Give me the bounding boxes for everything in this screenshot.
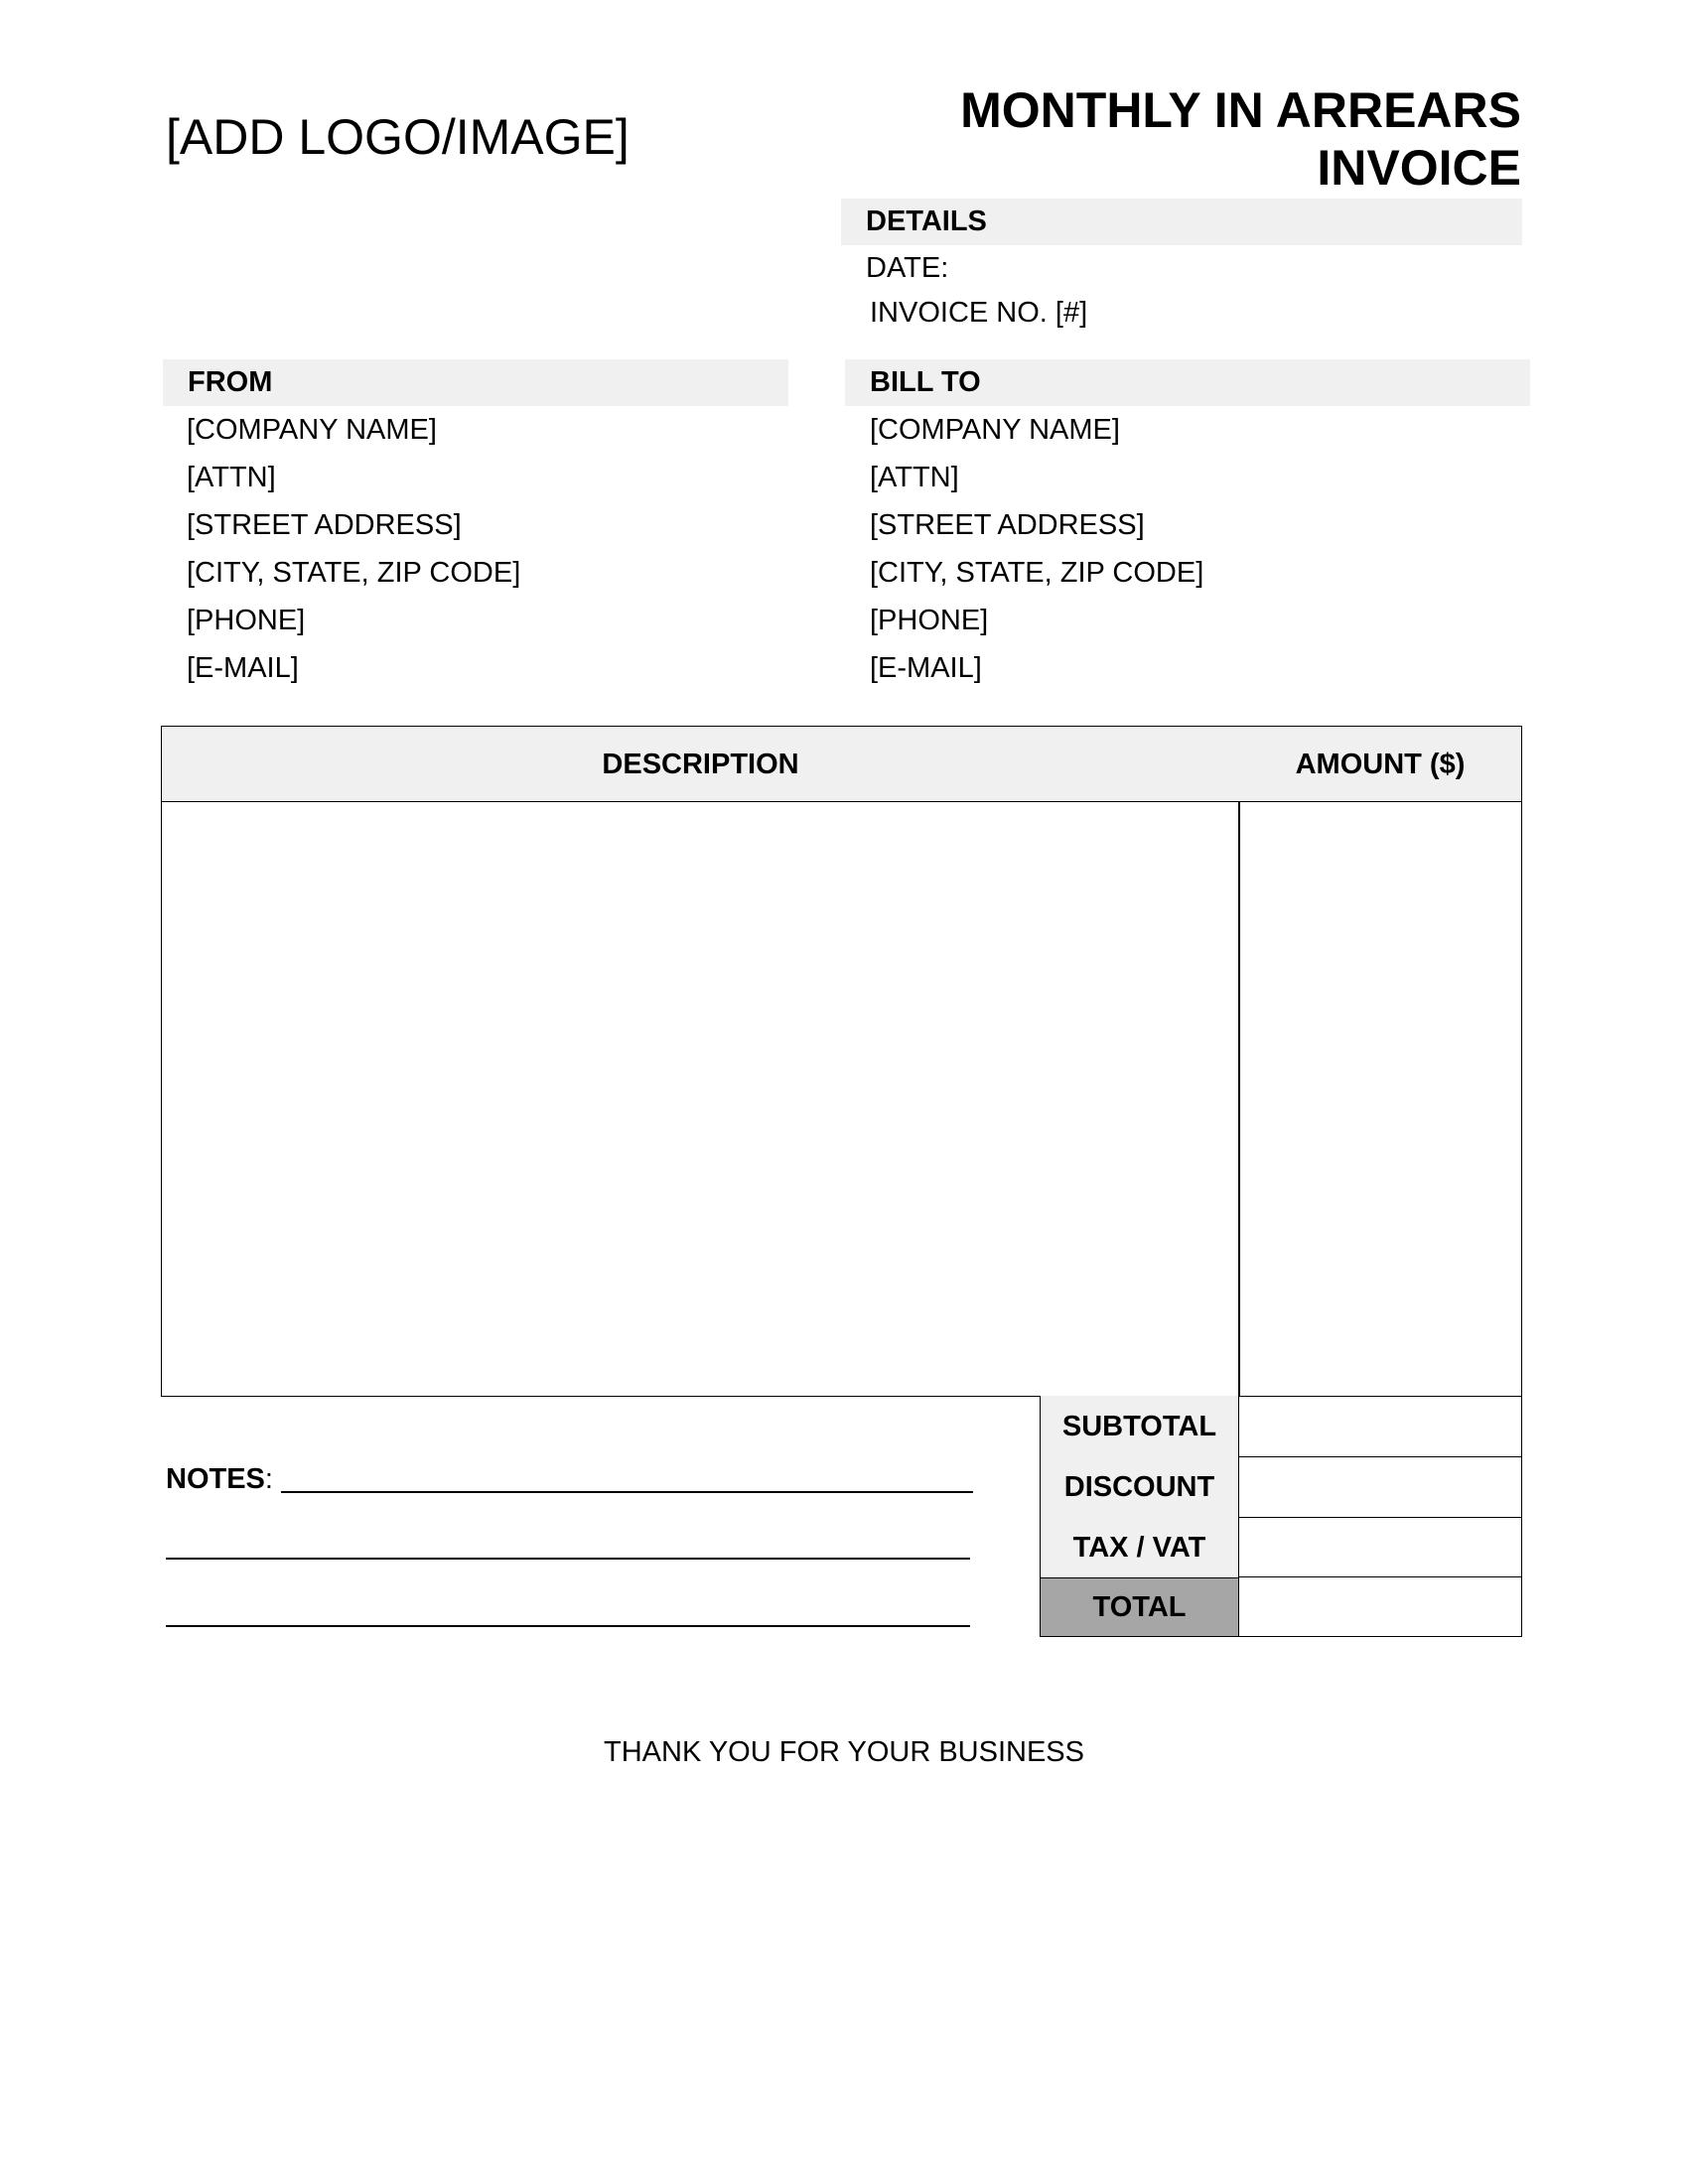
logo-placeholder: [ADD LOGO/IMAGE] (166, 109, 630, 165)
amount-cell[interactable] (1242, 804, 1519, 1394)
discount-label: DISCOUNT (1040, 1457, 1238, 1518)
discount-value[interactable] (1238, 1457, 1522, 1518)
from-company-name: [COMPANY NAME] (187, 414, 437, 446)
description-column-header: DESCRIPTION (602, 749, 799, 780)
invoice-title-line1: MONTHLY IN ARREARS (960, 82, 1521, 138)
from-attn: [ATTN] (187, 462, 276, 493)
total-value[interactable] (1238, 1577, 1522, 1637)
thank-you-message: THANK YOU FOR YOUR BUSINESS (604, 1736, 1084, 1768)
subtotal-label: SUBTOTAL (1040, 1396, 1238, 1457)
notes-label-text: NOTES (166, 1463, 265, 1495)
from-email: [E-MAIL] (187, 652, 299, 684)
totals-block (1040, 1396, 1522, 1639)
notes-line-2[interactable] (166, 1558, 970, 1560)
amount-column-header: AMOUNT ($) (1295, 749, 1466, 780)
total-label: TOTAL (1040, 1577, 1238, 1637)
bill-to-attn: [ATTN] (870, 462, 959, 493)
invoice-number-label: INVOICE NO. [#] (870, 297, 1088, 329)
tax-vat-value[interactable] (1238, 1518, 1522, 1577)
subtotal-value[interactable] (1238, 1396, 1522, 1457)
items-table-header (162, 728, 1521, 802)
from-phone: [PHONE] (187, 605, 306, 636)
bill-to-company-name: [COMPANY NAME] (870, 414, 1120, 446)
bill-to-phone: [PHONE] (870, 605, 989, 636)
notes-label-colon: : (264, 1463, 273, 1495)
invoice-title-line2: INVOICE (1317, 140, 1521, 196)
details-heading: DETAILS (841, 199, 1522, 245)
invoice-title (767, 81, 1521, 197)
bill-to-city-state-zip: [CITY, STATE, ZIP CODE] (870, 557, 1204, 589)
description-cell[interactable] (165, 804, 1235, 1394)
notes-line-3[interactable] (166, 1625, 970, 1627)
from-city-state-zip: [CITY, STATE, ZIP CODE] (187, 557, 521, 589)
bill-to-email: [E-MAIL] (870, 652, 982, 684)
bill-to-street-address: [STREET ADDRESS] (870, 509, 1145, 541)
from-street-address: [STREET ADDRESS] (187, 509, 462, 541)
notes-label (166, 1462, 273, 1496)
from-heading: FROM (163, 359, 788, 406)
column-divider (1238, 802, 1240, 1396)
bill-to-heading: BILL TO (845, 359, 1530, 406)
notes-line-1[interactable] (281, 1491, 973, 1493)
tax-vat-label: TAX / VAT (1040, 1518, 1238, 1577)
date-label: DATE: (866, 252, 949, 284)
